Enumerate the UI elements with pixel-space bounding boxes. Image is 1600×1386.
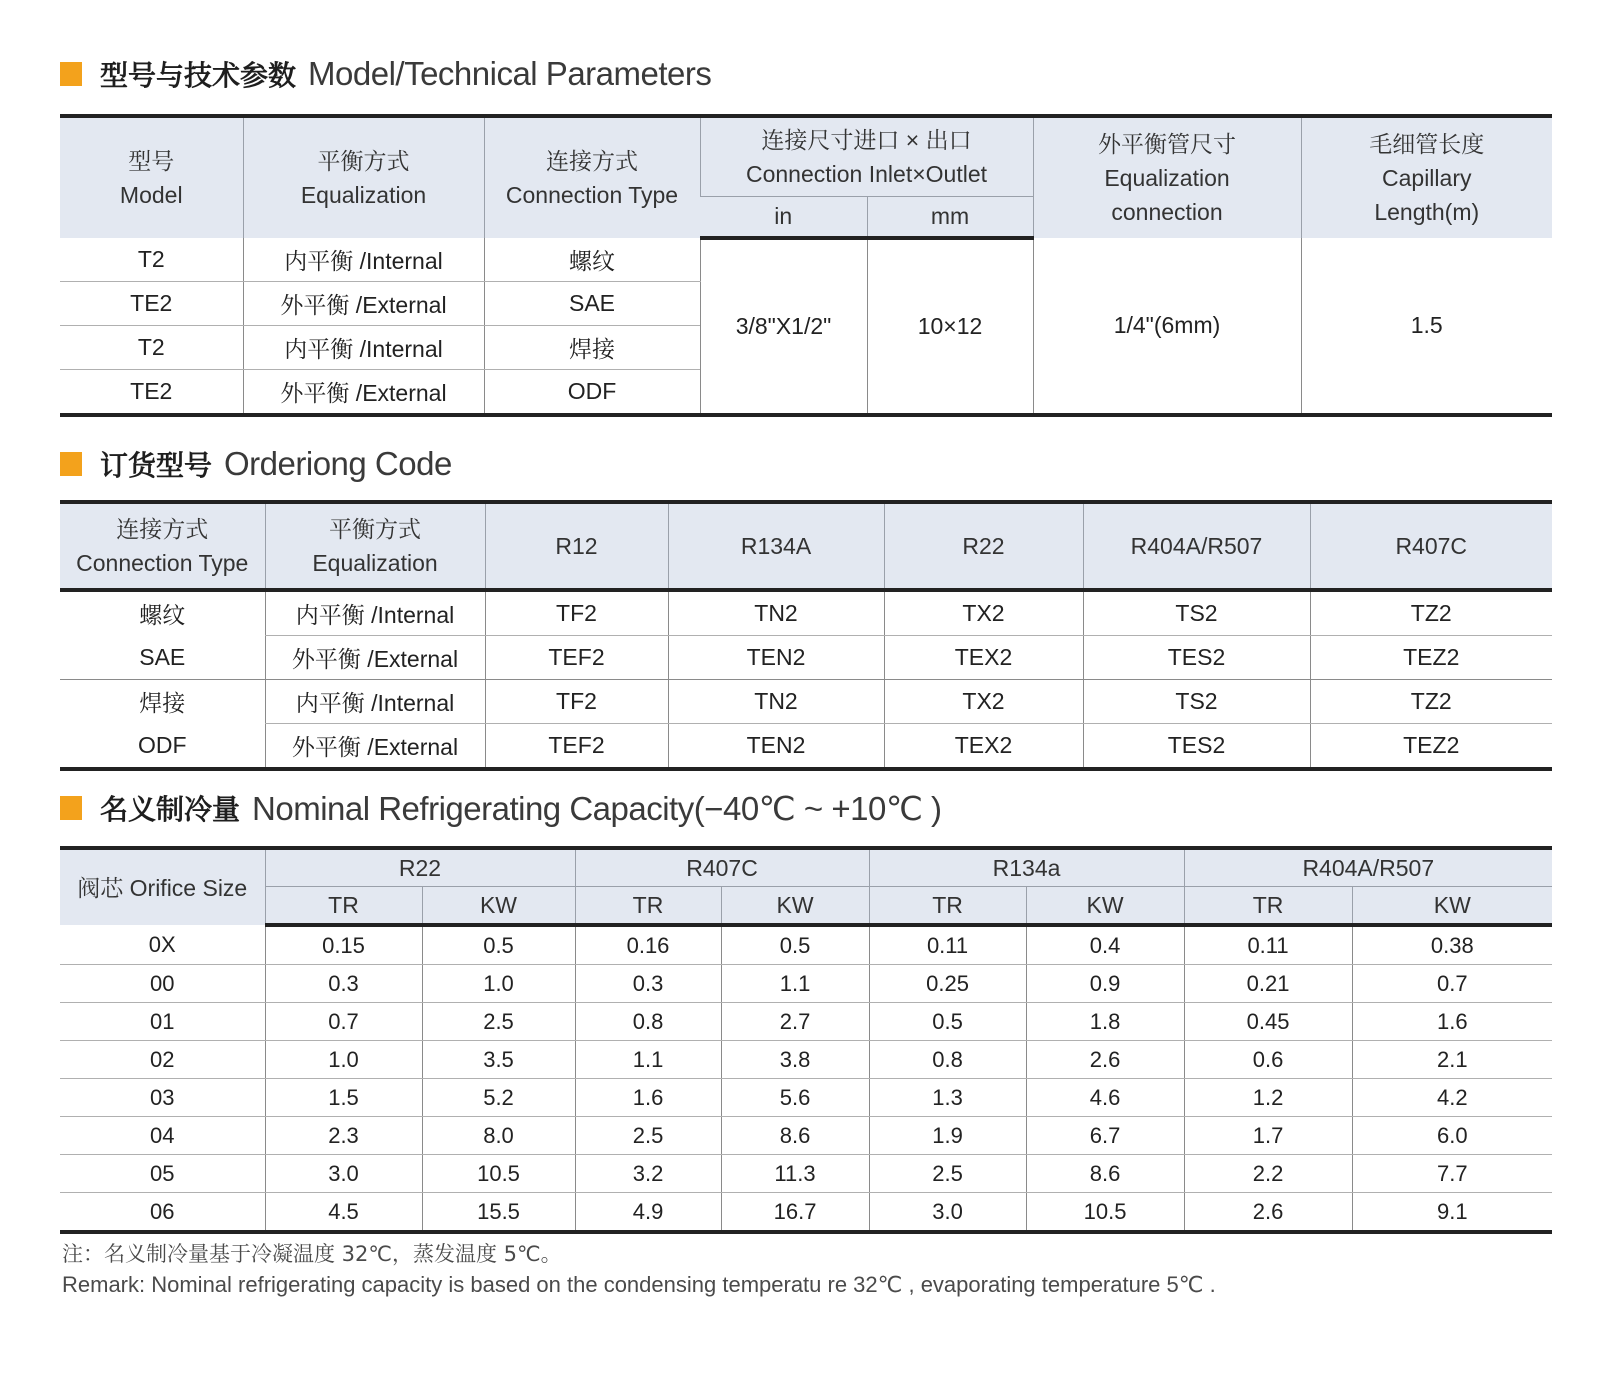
code-cell: TEF2: [485, 724, 668, 770]
header-connection-type: 连接方式 Connection Type: [60, 502, 265, 590]
orifice-size-cell: 05: [60, 1155, 265, 1193]
capacity-tr-cell: 1.3: [869, 1079, 1026, 1117]
code-cell: TEZ2: [1310, 636, 1552, 680]
remark-chinese: 注：名义制冷量基于冷凝温度 32℃，蒸发温度 5℃。: [62, 1242, 562, 1266]
header-refrigerant: R22: [884, 502, 1083, 590]
header-unit-mm: mm: [867, 196, 1033, 238]
capacity-tr-cell: 1.2: [1184, 1079, 1352, 1117]
connection-cell: 焊接: [484, 326, 700, 370]
capacity-kw-cell: 6.0: [1352, 1117, 1552, 1155]
capacity-tr-cell: 0.5: [869, 1003, 1026, 1041]
code-cell: TEN2: [668, 636, 884, 680]
connection-cell: 螺纹: [139, 602, 186, 629]
section-title-capacity: [60, 788, 942, 828]
code-cell: TF2: [485, 680, 668, 724]
capacity-tr-cell: 2.5: [869, 1155, 1026, 1193]
header-unit-kw: KW: [1026, 887, 1184, 926]
capacity-kw-cell: 1.0: [422, 965, 575, 1003]
header-capillary-length: 毛细管长度 Capillary Length(m): [1301, 116, 1552, 238]
header-connection-size: 连接尺寸进口 × 出口 Connection Inlet×Outlet: [700, 116, 1033, 196]
code-cell: TN2: [668, 680, 884, 724]
connection-cell: SAE: [60, 636, 265, 680]
orifice-size-cell: 0X: [60, 925, 265, 965]
equalization-cell: 内平衡 /Internal: [265, 590, 485, 636]
model-cell: TE2: [60, 370, 243, 416]
capacity-kw-cell: 8.0: [422, 1117, 575, 1155]
table-row: [60, 636, 1552, 680]
capacity-kw-cell: 10.5: [1026, 1193, 1184, 1233]
connection-cell: 螺纹: [484, 238, 700, 282]
capacity-kw-cell: 0.4: [1026, 925, 1184, 965]
capacity-kw-cell: 3.5: [422, 1041, 575, 1079]
capacity-kw-cell: 3.8: [721, 1041, 869, 1079]
capacity-kw-cell: 0.5: [422, 925, 575, 965]
ordering-code-table: [60, 500, 1552, 771]
header-eq-connection: 外平衡管尺寸 Equalization connection: [1033, 116, 1301, 238]
capacity-tr-cell: 0.8: [869, 1041, 1026, 1079]
connection-cell: ODF: [484, 370, 700, 416]
capacity-tr-cell: 0.15: [265, 925, 422, 965]
header-unit-tr: TR: [575, 887, 721, 926]
model-cell: TE2: [60, 282, 243, 326]
capacity-kw-cell: 16.7: [721, 1193, 869, 1233]
code-cell: TX2: [884, 680, 1083, 724]
orifice-size-cell: 06: [60, 1193, 265, 1233]
header-refrigerant: R407C: [1310, 502, 1552, 590]
header-refrigerant: R12: [485, 502, 668, 590]
capacity-kw-cell: 2.1: [1352, 1041, 1552, 1079]
header-connection-type: 连接方式 Connection Type: [484, 116, 700, 238]
capacity-kw-cell: 6.7: [1026, 1117, 1184, 1155]
capacity-tr-cell: 1.6: [575, 1079, 721, 1117]
capacity-kw-cell: 0.7: [1352, 965, 1552, 1003]
connection-cell: ODF: [60, 724, 265, 770]
size-mm-cell: 10×12: [867, 238, 1033, 415]
code-cell: TEF2: [485, 636, 668, 680]
model-cell: T2: [60, 326, 243, 370]
section-title-model: [60, 54, 711, 94]
capacity-tr-cell: 1.7: [1184, 1117, 1352, 1155]
header-unit-kw: KW: [721, 887, 869, 926]
capacity-tr-cell: 1.0: [265, 1041, 422, 1079]
remark-english: Remark: Nominal refrigerating capacity is based on the condensing temperatu re 32℃ , evaporating temperature 5℃ .: [62, 1272, 1216, 1297]
table-row: [60, 724, 1552, 770]
capacity-tr-cell: 1.9: [869, 1117, 1026, 1155]
table-row: [60, 1079, 1552, 1117]
section-title-zh: 名义制冷量: [100, 793, 241, 826]
capacity-tr-cell: 0.45: [1184, 1003, 1352, 1041]
table-row: [60, 680, 1552, 724]
capacity-kw-cell: 8.6: [721, 1117, 869, 1155]
code-cell: TN2: [668, 590, 884, 636]
section-marker: [60, 452, 82, 476]
header-unit-in: in: [700, 196, 867, 238]
capacity-tr-cell: 1.5: [265, 1079, 422, 1117]
capacity-tr-cell: 3.0: [265, 1155, 422, 1193]
header-unit-tr: TR: [265, 887, 422, 926]
capacity-tr-cell: 2.3: [265, 1117, 422, 1155]
equalization-cell: 内平衡 /Internal: [243, 326, 484, 370]
header-unit-kw: KW: [1352, 887, 1552, 926]
capacity-kw-cell: 15.5: [422, 1193, 575, 1233]
section-title-en: Orderiong Code: [224, 445, 452, 482]
capacity-tr-cell: 0.3: [265, 965, 422, 1003]
code-cell: TZ2: [1310, 680, 1552, 724]
header-refrigerant-group: R407C: [575, 848, 869, 887]
header-refrigerant: R404A/R507: [1083, 502, 1310, 590]
code-cell: TEX2: [884, 724, 1083, 770]
capacity-kw-cell: 4.2: [1352, 1079, 1552, 1117]
equalization-cell: 外平衡 /External: [265, 724, 485, 770]
header-unit-tr: TR: [1184, 887, 1352, 926]
code-cell: TS2: [1083, 680, 1310, 724]
capacity-kw-cell: 4.6: [1026, 1079, 1184, 1117]
header-unit-kw: KW: [422, 887, 575, 926]
capacity-kw-cell: 1.6: [1352, 1003, 1552, 1041]
code-cell: TEZ2: [1310, 724, 1552, 770]
capacity-tr-cell: 4.5: [265, 1193, 422, 1233]
capacity-tr-cell: 2.5: [575, 1117, 721, 1155]
code-cell: TEN2: [668, 724, 884, 770]
capacity-table: [60, 846, 1552, 1234]
equalization-cell: 外平衡 /External: [243, 282, 484, 326]
connection-cell: SAE: [484, 282, 700, 326]
capacity-kw-cell: 11.3: [721, 1155, 869, 1193]
capacity-tr-cell: 2.6: [1184, 1193, 1352, 1233]
capacity-kw-cell: 8.6: [1026, 1155, 1184, 1193]
capacity-kw-cell: 0.9: [1026, 965, 1184, 1003]
section-marker: [60, 62, 82, 86]
capacity-kw-cell: 9.1: [1352, 1193, 1552, 1233]
orifice-size-cell: 03: [60, 1079, 265, 1117]
capacity-tr-cell: 0.6: [1184, 1041, 1352, 1079]
capacity-tr-cell: 0.16: [575, 925, 721, 965]
table-row: [60, 238, 1552, 282]
capacity-tr-cell: 2.2: [1184, 1155, 1352, 1193]
header-unit-tr: TR: [869, 887, 1026, 926]
capacity-tr-cell: 0.25: [869, 965, 1026, 1003]
header-refrigerant-group: R22: [265, 848, 575, 887]
capacity-tr-cell: 3.2: [575, 1155, 721, 1193]
capacity-kw-cell: 7.7: [1352, 1155, 1552, 1193]
capacity-tr-cell: 0.21: [1184, 965, 1352, 1003]
capacity-kw-cell: 0.5: [721, 925, 869, 965]
code-cell: TX2: [884, 590, 1083, 636]
header-equalization: 平衡方式 Equalization: [243, 116, 484, 238]
capacity-kw-cell: 0.38: [1352, 925, 1552, 965]
capacity-kw-cell: 2.6: [1026, 1041, 1184, 1079]
table-row: [60, 590, 1552, 636]
code-cell: TEX2: [884, 636, 1083, 680]
orifice-size-cell: 04: [60, 1117, 265, 1155]
section-title-zh: 订货型号: [100, 449, 213, 482]
section-title-ordering: [60, 444, 452, 484]
header-orifice-size: 阀芯 Orifice Size: [60, 848, 265, 925]
header-refrigerant-group: R134a: [869, 848, 1184, 887]
equalization-cell: 内平衡 /Internal: [243, 238, 484, 282]
header-refrigerant-group: R404A/R507: [1184, 848, 1552, 887]
capacity-kw-cell: 1.1: [721, 965, 869, 1003]
section-title-en: Model/Technical Parameters: [308, 55, 712, 92]
header-refrigerant: R134A: [668, 502, 884, 590]
capacity-tr-cell: 0.8: [575, 1003, 721, 1041]
orifice-size-cell: 02: [60, 1041, 265, 1079]
eq-size-cell: 1/4"(6mm): [1033, 238, 1301, 415]
code-cell: TES2: [1083, 636, 1310, 680]
capacity-kw-cell: 2.5: [422, 1003, 575, 1041]
header-equalization: 平衡方式 Equalization: [265, 502, 485, 590]
capacity-tr-cell: 0.11: [869, 925, 1026, 965]
model-cell: T2: [60, 238, 243, 282]
code-cell: TES2: [1083, 724, 1310, 770]
capacity-kw-cell: 2.7: [721, 1003, 869, 1041]
capacity-kw-cell: 5.6: [721, 1079, 869, 1117]
orifice-size-cell: 01: [60, 1003, 265, 1041]
table-row: [60, 1155, 1552, 1193]
code-cell: TS2: [1083, 590, 1310, 636]
section-title-en: Nominal Refrigerating Capacity(−40℃ ~ +10℃ ): [252, 789, 942, 827]
header-model: 型号 Model: [60, 116, 243, 238]
model-parameters-table: [60, 114, 1552, 417]
equalization-cell: 外平衡 /External: [265, 636, 485, 680]
table-row: [60, 965, 1552, 1003]
capacity-tr-cell: 3.0: [869, 1193, 1026, 1233]
code-cell: TZ2: [1310, 590, 1552, 636]
capillary-cell: 1.5: [1301, 238, 1552, 415]
connection-cell: 焊接: [139, 690, 186, 717]
capacity-tr-cell: 1.1: [575, 1041, 721, 1079]
capacity-kw-cell: 1.8: [1026, 1003, 1184, 1041]
section-title-zh: 型号与技术参数: [100, 59, 297, 92]
equalization-cell: 内平衡 /Internal: [265, 680, 485, 724]
table-row: [60, 925, 1552, 965]
capacity-tr-cell: 0.3: [575, 965, 721, 1003]
table-row: [60, 1003, 1552, 1041]
capacity-tr-cell: 0.11: [1184, 925, 1352, 965]
size-in-cell: 3/8"X1/2": [700, 238, 867, 415]
orifice-size-cell: 00: [60, 965, 265, 1003]
section-marker: [60, 796, 82, 820]
capacity-kw-cell: 10.5: [422, 1155, 575, 1193]
capacity-tr-cell: 0.7: [265, 1003, 422, 1041]
table-row: [60, 1193, 1552, 1233]
code-cell: TF2: [485, 590, 668, 636]
capacity-table-body: [60, 925, 1552, 1232]
equalization-cell: 外平衡 /External: [243, 370, 484, 416]
capacity-tr-cell: 4.9: [575, 1193, 721, 1233]
capacity-kw-cell: 5.2: [422, 1079, 575, 1117]
table-row: [60, 1117, 1552, 1155]
table-row: [60, 1041, 1552, 1079]
